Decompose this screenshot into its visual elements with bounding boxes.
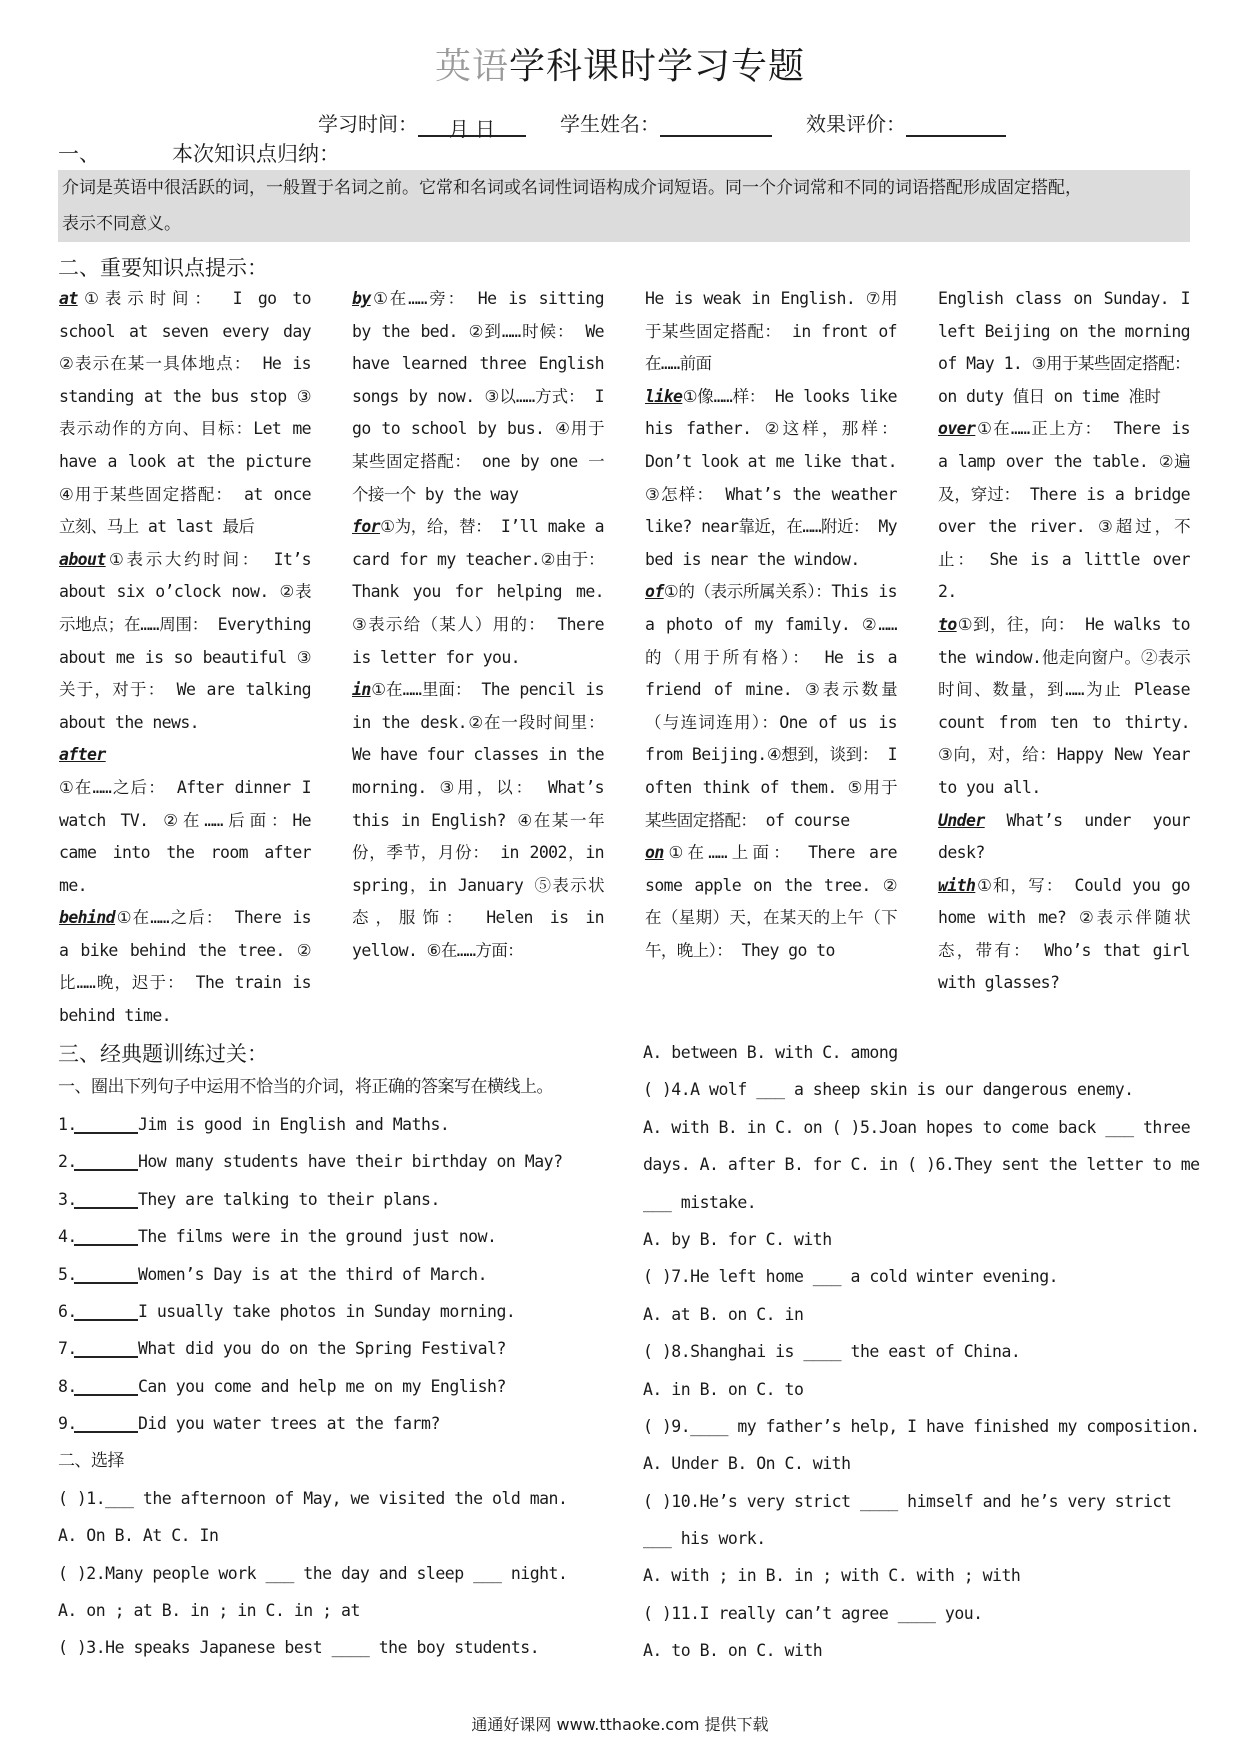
entry-text: ①在……之后： After dinner I watch TV. ②在……后面：He came into the room after me. <box>59 777 311 895</box>
intro-line2: 表示不同意义。 <box>62 214 181 234</box>
entry-text: ①在……正上方： There is a lamp over the table. ②遍及，穿过： There is a bridge over the river. ③超过，不止： She is a little over 2. <box>938 419 1190 602</box>
knowledge-entry <box>938 419 1190 601</box>
item-number: 5. <box>58 1264 77 1284</box>
fill-in-item <box>58 1218 618 1255</box>
item-sentence: Women’s Day is at the third of March. <box>138 1264 488 1284</box>
exercise-right <box>643 1034 1200 1670</box>
choice-line: A. to B. on C. with <box>643 1641 823 1661</box>
entry-text: ①在……旁： He is sitting by the bed. ②到……时候： We have learned three English songs by now. ③以……方式： I go to school by bus. ④用于某些固定搭配： one by one 一个接一个 by the way <box>352 289 604 504</box>
entry-text: ①在……之后： There is a bike behind the tree. ②比……晚，迟于： The train is behind time. <box>59 908 311 1026</box>
choice-line: A. in B. on C. to <box>643 1379 804 1399</box>
fill-in-item <box>58 1106 618 1143</box>
knowledge-entry <box>938 811 1190 863</box>
section1-num: 一、 <box>58 142 100 166</box>
fill-in-item <box>58 1368 618 1405</box>
item-number: 2. <box>58 1152 77 1172</box>
section1-title: 本次知识点归纳： <box>172 142 340 166</box>
date-blank: 月 日 <box>418 113 526 137</box>
section3-heading: 三、经典题训练过关： <box>58 1042 268 1066</box>
keyword-over: over <box>938 419 976 439</box>
choice-line: ( )11.I really can’t agree ____ you. <box>643 1603 983 1623</box>
knowledge-entry <box>59 550 311 732</box>
fill-in-item <box>58 1293 618 1330</box>
knowledge-entry <box>352 517 604 666</box>
entry-text: ①在……里面： The pencil is in the desk.②在一段时间里： We have four classes in the morning. ③用，以： What’s this in English? ④在某一年份，季节，月份： in 2002，in spring，in January ⑤表示状态，服饰： Helen is in yellow. ⑥在……方面： <box>352 680 605 960</box>
keyword-for: for <box>352 517 381 537</box>
item-sentence: How many students have their birthday on May? <box>138 1152 563 1172</box>
item-sentence: The films were in the ground just now. <box>138 1227 497 1247</box>
keyword-like: like <box>645 386 683 406</box>
answer-blank[interactable] <box>74 1411 138 1433</box>
knowledge-column-2 <box>352 283 604 967</box>
item-number: 9. <box>58 1414 77 1434</box>
choice-line: A. Under B. On C. with <box>643 1454 851 1474</box>
item-sentence: I usually take photos in Sunday morning. <box>138 1301 516 1321</box>
page-title <box>0 38 1240 89</box>
intro-line1: 介词是英语中很活跃的词，一般置于名词之前。它常和名词或名词性词语构成介词短语。同一个介词常和不同的词语搭配形成固定搭配， <box>62 178 1082 198</box>
part1-instruction: 一、圈出下列句子中运用不恰当的介词，将正确的答案写在横线上。 <box>58 1077 553 1097</box>
keyword-behind: behind <box>59 908 116 928</box>
item-number: 6. <box>58 1301 77 1321</box>
part2-heading: 二、选择 <box>58 1450 124 1471</box>
answer-blank[interactable] <box>74 1149 138 1171</box>
name-blank <box>660 113 772 137</box>
choice-line: ( )1.___ the afternoon of May, we visited the old man. <box>58 1488 568 1508</box>
entry-text: ①和，写： Could you go home with me? ②表示伴随状态，带有： Who’s that girl with glasses? <box>938 875 1190 993</box>
keyword-under: Under <box>938 810 985 830</box>
knowledge-entry <box>645 289 897 373</box>
answer-blank[interactable] <box>74 1336 138 1358</box>
info-line <box>318 108 1006 141</box>
fill-in-item <box>58 1256 618 1293</box>
item-sentence: Jim is good in English and Maths. <box>138 1115 450 1134</box>
keyword-by: by <box>352 289 371 308</box>
section1-heading <box>58 138 340 168</box>
entry-text: English class on Sunday. I left Beijing on the morning of May 1. ③用于某些固定搭配： on duty 值日 on time 准时 <box>938 289 1191 406</box>
item-number: 1. <box>58 1115 77 1134</box>
entry-text: ①到，往，向： He walks to the window.他走向窗户。②表示时间、数量，到……为止 Please count from ten to thirty. ③向，对，给：Happy New Year to you all. <box>938 614 1190 797</box>
keyword-about: about <box>59 549 106 569</box>
keyword-with: with <box>938 875 976 895</box>
entry-text: What’s under your desk? <box>938 810 1190 863</box>
item-number: 3. <box>58 1189 77 1209</box>
fill-in-item <box>58 1405 618 1442</box>
choice-line: days. A. after B. for C. in ( )6.They sent the letter to me <box>643 1155 1200 1175</box>
knowledge-column-4 <box>938 283 1190 1000</box>
entry-text: ①像……样： He looks like his father. ②这样，那样： Don’t look at me like that. ③怎样： What’s the weather like? near靠近，在……附近： My bed is near the window. <box>645 386 898 569</box>
answer-blank[interactable] <box>74 1299 138 1321</box>
choice-line: ( )10.He’s very strict ____ himself and he’s very strict <box>643 1491 1172 1511</box>
entry-text: He is weak in English. ⑦用于某些固定搭配： in front of 在……前面 <box>645 289 897 374</box>
knowledge-entry <box>59 745 311 894</box>
choice-line: ___ mistake. <box>643 1192 757 1212</box>
knowledge-entry <box>352 680 604 960</box>
section2-heading: 二、重要知识点提示： <box>58 256 268 280</box>
knowledge-column-1 <box>59 283 311 1033</box>
title-rest: 学科课时学习专题 <box>509 46 806 87</box>
choice-line: A. with ; in B. in ; with C. with ; with <box>643 1566 1021 1586</box>
intro-box <box>58 170 1190 242</box>
knowledge-entry <box>645 843 897 960</box>
entry-text: ①在……上面： There are some apple on the tree. ②在（星期）天，在某天的上午（下午，晚上）： They go to <box>645 843 897 960</box>
choice-line: ( )7.He left home ___ a cold winter evening. <box>643 1267 1059 1287</box>
knowledge-entry <box>59 908 311 1025</box>
name-label: 学生姓名： <box>560 112 660 136</box>
choice-line: A. at B. on C. in <box>643 1304 804 1324</box>
choice-line: A. On B. At C. In <box>58 1526 219 1546</box>
keyword-of: of <box>645 582 664 602</box>
choice-line: ( )3.He speaks Japanese best ____ the boy students. <box>58 1638 540 1658</box>
keyword-to: to <box>938 614 957 634</box>
choice-line: A. on ; at B. in ; in C. in ; at <box>58 1601 360 1621</box>
choice-line: A. between B. with C. among <box>643 1043 898 1062</box>
footer: 通通好课网 www.tthaoke.com 提供下载 <box>471 1715 769 1734</box>
knowledge-entry <box>938 876 1190 993</box>
entry-text: ①为，给，替： I’ll make a card for my teacher.②由于： Thank you for helping me. ③表示给（某人）用的： There is letter for you. <box>352 517 604 667</box>
item-sentence: What did you do on the Spring Festival? <box>138 1339 506 1359</box>
knowledge-entry <box>938 615 1190 797</box>
answer-blank[interactable] <box>74 1224 138 1246</box>
exercise-left <box>58 1068 618 1667</box>
knowledge-entry <box>352 289 604 504</box>
choice-line: ( )2.Many people work ___ the day and sleep ___ night. <box>58 1563 568 1583</box>
fill-in-item <box>58 1330 618 1367</box>
item-sentence: They are talking to their plans. <box>138 1189 440 1209</box>
choice-line: ( )4.A wolf ___ a sheep skin is our dangerous enemy. <box>643 1080 1134 1100</box>
choice-line: A. with B. in C. on ( )5.Joan hopes to come back ___ three <box>643 1117 1191 1137</box>
knowledge-entry <box>645 582 897 829</box>
keyword-on: on <box>645 843 664 863</box>
knowledge-entry <box>938 289 1190 406</box>
keyword-at: at <box>59 289 78 308</box>
choice-line: ( )8.Shanghai is ____ the east of China. <box>643 1342 1021 1362</box>
knowledge-entry <box>645 387 897 569</box>
item-number: 8. <box>58 1376 77 1396</box>
answer-blank[interactable] <box>74 1262 138 1284</box>
answer-blank[interactable] <box>74 1112 138 1134</box>
answer-blank[interactable] <box>74 1374 138 1396</box>
keyword-in: in <box>352 680 371 700</box>
choice-line: ___ his work. <box>643 1529 766 1549</box>
fill-in-item <box>58 1181 618 1218</box>
answer-blank[interactable] <box>74 1187 138 1209</box>
entry-text: ①的（表示所属关系）：This is a photo of my family. ②……的（用于所有格）： He is a friend of mine. ③表示数量（与连词连用）：One of us is from Beijing.④想到，谈到： I often think of them. ⑤用于某些固定搭配： of course <box>645 582 897 830</box>
title-subject: 英语 <box>434 46 509 87</box>
eval-label: 效果评价： <box>806 112 906 136</box>
item-number: 4. <box>58 1227 77 1247</box>
time-label: 学习时间： <box>318 112 418 136</box>
item-sentence: Can you come and help me on my English? <box>138 1376 506 1396</box>
entry-text: ①表示时间： I go to school at seven every day ②表示在某一具体地点： He is standing at the bus stop ③表示动作的方向、目标：Let me have a look at the picture ④用于某些固定搭配： at once 立刻、马上 at last 最后 <box>59 289 311 537</box>
knowledge-entry <box>59 289 311 536</box>
item-number: 7. <box>58 1339 77 1359</box>
knowledge-column-3 <box>645 283 897 967</box>
item-sentence: Did you water trees at the farm? <box>138 1414 440 1434</box>
entry-text: ①表示大约时间： It’s about six o’clock now. ②表示地点；在……周围： Everything about me is so beautiful ③关于，对于： We are talking about the news. <box>59 549 311 732</box>
eval-blank <box>906 113 1006 137</box>
keyword-after: after <box>59 745 106 765</box>
choice-line: ( )9.____ my father’s help, I have finished my composition. <box>643 1416 1200 1436</box>
choice-line: A. by B. for C. with <box>643 1229 832 1249</box>
fill-in-item <box>58 1143 618 1180</box>
